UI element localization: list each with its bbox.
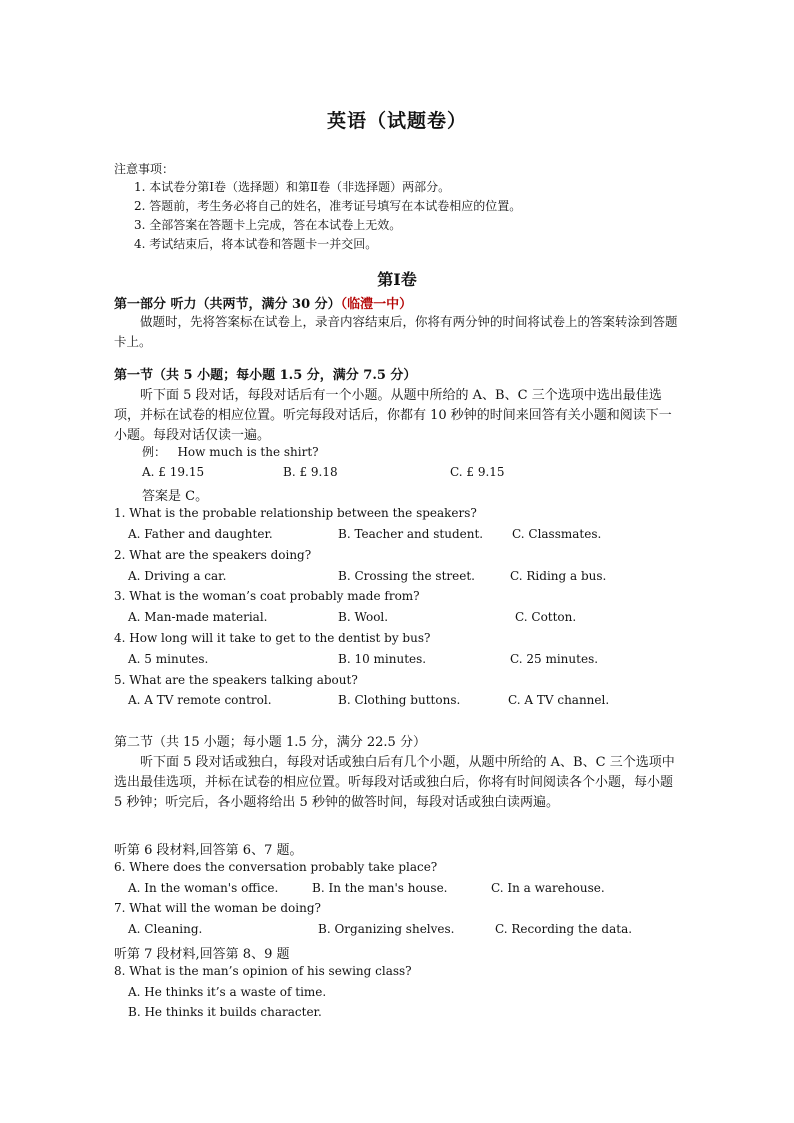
option-c: C. 25 minutes. [510, 652, 599, 666]
section2 [114, 733, 684, 813]
example-option-b: B. £ 9.18 [283, 465, 338, 479]
option-b: B. 10 minutes. [338, 652, 427, 666]
section1 [114, 366, 684, 446]
option-a: A. A TV remote control. [128, 693, 272, 707]
example-option-c: C. £ 9.15 [450, 465, 505, 479]
option-c: C. Cotton. [515, 610, 577, 624]
option-b: B. Clothing buttons. [338, 693, 461, 707]
option-b: B. In the man's house. [312, 881, 448, 895]
option-a: A. He thinks it’s a waste of time. [128, 985, 327, 999]
question-7: 7. What will the woman be doing? [114, 901, 321, 915]
section2-instruction: 听下面 5 段对话或独白，每段对话或独白后有几个小题，从题中所给的 A、B、C 三个选项中选出最佳选项，并标在试卷的相应位置。听每段对话或独白后，你将有时间阅读各个小题，每小题 5 秒钟；听完后，各小题将给出 5 秒钟的做答时间，每段对话或独白读两遍。 [114, 755, 675, 810]
question-3: 3. What is the woman’s coat probably made from? [114, 589, 420, 603]
question-5: 5. What are the speakers talking about? [114, 673, 358, 687]
example-label: 例： [142, 445, 167, 459]
part1-title: 第一部分 听力（共两节，满分 30 分） [114, 297, 341, 312]
option-b: B. Teacher and student. [338, 527, 484, 541]
example-row [142, 443, 319, 460]
question-6: 6. Where does the conversation probably take place? [114, 860, 438, 874]
section1-instruction: 听下面 5 段对话，每段对话后有一个小题。从题中所给的 A、B、C 三个选项中选出最佳选项，并标在试卷的相应位置。听完每段对话后，你都有 10 秒钟的时间来回答有关小题和阅读下一小题。每段对话仅读一遍。 [114, 388, 672, 443]
example-option-a: A. £ 19.15 [142, 465, 205, 479]
notes-item: 3. 全部答案在答题卡上完成，答在本试卷上无效。 [134, 218, 402, 232]
option-a: A. 5 minutes. [128, 652, 209, 666]
option-c: C. A TV channel. [508, 693, 610, 707]
option-b: B. Wool. [338, 610, 389, 624]
example-answer: 答案是 C。 [142, 489, 209, 504]
notes-item: 2. 答题前，考生务必将自己的姓名，准考证号填写在本试卷相应的位置。 [134, 199, 522, 213]
section2-heading: 第二节（共 15 小题；每小题 1.5 分，满分 22.5 分） [114, 735, 426, 750]
option-a: A. In the woman's office. [128, 881, 279, 895]
volume-heading: 第Ⅰ卷 [377, 270, 417, 289]
page-title: 英语（试题卷） [326, 110, 467, 132]
option-c: C. Recording the data. [495, 922, 633, 936]
question-4: 4. How long will it take to get to the dentist by bus? [114, 631, 431, 645]
material-6-heading: 听第 6 段材料,回答第 6、7 题。 [114, 843, 303, 858]
notes-item: 4. 考试结束后，将本试卷和答题卡一并交回。 [134, 237, 378, 251]
notes-item: 1. 本试卷分第Ⅰ卷（选择题）和第Ⅱ卷（非选择题）两部分。 [134, 180, 451, 194]
example-question: How much is the shirt? [177, 445, 319, 459]
notes-list [134, 178, 521, 254]
question-1: 1. What is the probable relationship between the speakers? [114, 506, 477, 520]
option-c: C. In a warehouse. [491, 881, 605, 895]
option-c: C. Riding a bus. [510, 569, 607, 583]
option-a: A. Man-made material. [128, 610, 268, 624]
question-8: 8. What is the man’s opinion of his sewing class? [114, 964, 412, 978]
section1-heading: 第一节（共 5 小题；每小题 1.5 分，满分 7.5 分） [114, 368, 417, 383]
part1-instruction: 做题时，先将答案标在试卷上，录音内容结束后，你将有两分钟的时间将试卷上的答案转涂到答题卡上。 [114, 314, 678, 349]
notes-heading: 注意事项： [114, 162, 175, 176]
option-b: B. He thinks it builds character. [128, 1005, 322, 1019]
option-a: A. Father and daughter. [128, 527, 273, 541]
part1-source: （临澧一中） [340, 297, 413, 312]
option-a: A. Cleaning. [128, 922, 203, 936]
option-b: B. Crossing the street. [338, 569, 475, 583]
option-c: C. Classmates. [512, 527, 602, 541]
part1-heading [114, 293, 412, 312]
material-7-heading: 听第 7 段材料,回答第 8、9 题 [114, 947, 290, 962]
option-a: A. Driving a car. [128, 569, 227, 583]
question-2: 2. What are the speakers doing? [114, 548, 312, 562]
option-b: B. Organizing shelves. [318, 922, 455, 936]
